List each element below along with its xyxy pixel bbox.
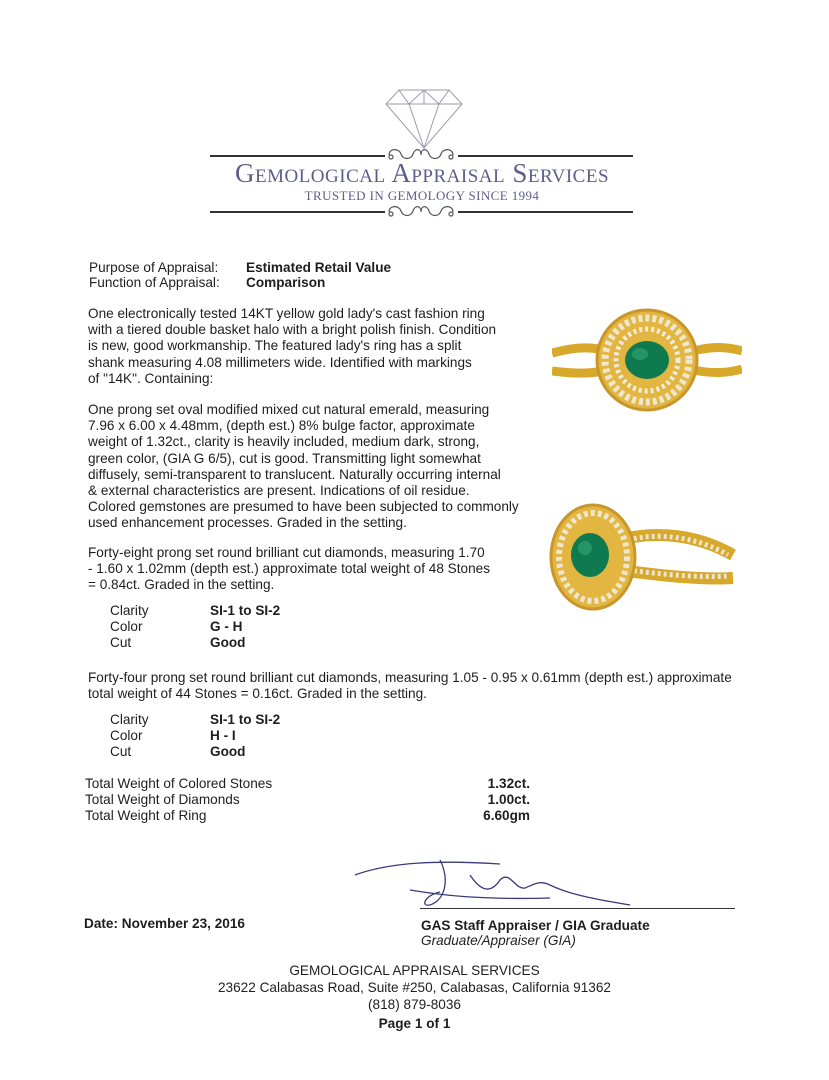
- text-line: 7.96 x 6.00 x 4.48mm, (depth est.) 8% bulge factor, approximate: [88, 418, 475, 434]
- spec-value: H - I: [210, 728, 236, 743]
- totals-table: [85, 776, 530, 824]
- footer-phone: (818) 879-8036: [368, 997, 461, 1012]
- page-number: Page 1 of 1: [378, 1016, 451, 1031]
- spec-label: Cut: [110, 744, 132, 759]
- text-line: Forty-eight prong set round brilliant cut diamonds, measuring 1.70: [88, 545, 485, 560]
- spec-label: Color: [110, 619, 143, 634]
- spec-value: Good: [210, 635, 246, 650]
- logo: [0, 0, 829, 220]
- purpose-label: Purpose of Appraisal:: [89, 260, 219, 275]
- function-label: Function of Appraisal:: [89, 275, 220, 290]
- appraiser-subtitle: Graduate/Appraiser (GIA): [421, 933, 576, 948]
- spec-label: Clarity: [110, 603, 149, 618]
- emerald-description: [88, 402, 548, 532]
- flourish-icon: [385, 202, 457, 222]
- spec-label: Cut: [110, 635, 132, 650]
- diamonds-44-description: [88, 670, 732, 702]
- text-line: - 1.60 x 1.02mm (depth est.) approximate total weight of 48 Stones: [88, 561, 490, 577]
- footer-company: GEMOLOGICAL APPRAISAL SERVICES: [289, 963, 540, 978]
- diamond-icon: [384, 88, 464, 150]
- text-line: used enhancement processes. Graded in the setting.: [88, 515, 407, 531]
- total-label: Total Weight of Diamonds: [85, 792, 240, 807]
- total-row: [85, 776, 530, 792]
- ring-photo-top: [552, 305, 742, 415]
- ring-description: [88, 306, 548, 387]
- total-value: 1.32ct.: [487, 776, 530, 791]
- purpose-value: Estimated Retail Value: [246, 260, 392, 275]
- total-value: 6.60gm: [483, 808, 530, 823]
- total-label: Total Weight of Ring: [85, 808, 207, 823]
- spec-value: SI-1 to SI-2: [210, 712, 281, 727]
- text-line: shank measuring 4.08 millimeters wide. Identified with markings: [88, 354, 472, 370]
- text-line: weight of 1.32ct., clarity is heavily included, medium dark, strong,: [88, 434, 480, 450]
- tagline: TRUSTED IN GEMOLOGY SINCE 1994: [304, 188, 540, 203]
- total-value: 1.00ct.: [487, 792, 530, 807]
- text-line: One electronically tested 14KT yellow gold lady's cast fashion ring: [88, 306, 485, 321]
- spec-label: Color: [110, 728, 143, 743]
- spec-value: G - H: [210, 619, 243, 634]
- total-row: [85, 792, 530, 808]
- spec-row: [110, 619, 280, 635]
- signature-line: [420, 908, 735, 909]
- company-name: Gemological Appraisal Services: [234, 158, 610, 188]
- text-line: diffusely, semi-transparent to translucent. Naturally occurring internal: [88, 466, 501, 482]
- spec-row: [110, 728, 280, 744]
- text-line: & external characteristics are present. Indications of oil residue.: [88, 483, 470, 499]
- diamonds-48-description: [88, 545, 548, 594]
- text-line: is new, good workmanship. The featured lady's ring has a split: [88, 338, 462, 354]
- spec-value: Good: [210, 744, 246, 759]
- spec-row: [110, 603, 280, 619]
- text-line: total weight of 44 Stones = 0.16ct. Graded in the setting.: [88, 686, 427, 702]
- text-line: Colored gemstones are presumed to have been subjected to commonly: [88, 499, 519, 515]
- function-value: Comparison: [246, 275, 326, 290]
- spec-row: [110, 744, 280, 760]
- ring-photo-side: [548, 500, 738, 615]
- total-label: Total Weight of Colored Stones: [85, 776, 273, 791]
- text-line: green color, (GIA G 6/5), cut is good. Transmitting light somewhat: [88, 450, 481, 466]
- date: Date: November 23, 2016: [84, 916, 245, 931]
- diamonds-48-specs: [110, 603, 280, 651]
- spec-value: SI-1 to SI-2: [210, 603, 281, 618]
- text-line: One prong set oval modified mixed cut natural emerald, measuring: [88, 402, 490, 417]
- text-line: of "14K". Containing:: [88, 370, 214, 386]
- diamonds-44-specs: [110, 712, 280, 760]
- appraiser-title: GAS Staff Appraiser / GIA Graduate: [421, 918, 650, 933]
- text-line: = 0.84ct. Graded in the setting.: [88, 577, 275, 593]
- total-row: [85, 808, 530, 824]
- footer-address: 23622 Calabasas Road, Suite #250, Calabasas, California 91362: [218, 980, 611, 995]
- text-line: Forty-four prong set round brilliant cut diamonds, measuring 1.05 - 0.95 x 0.61mm (depth est.) approximate: [88, 670, 732, 685]
- signature: [350, 850, 650, 920]
- spec-row: [110, 712, 280, 728]
- spec-label: Clarity: [110, 712, 149, 727]
- spec-row: [110, 635, 280, 651]
- text-line: with a tiered double basket halo with a bright polish finish. Condition: [88, 322, 497, 338]
